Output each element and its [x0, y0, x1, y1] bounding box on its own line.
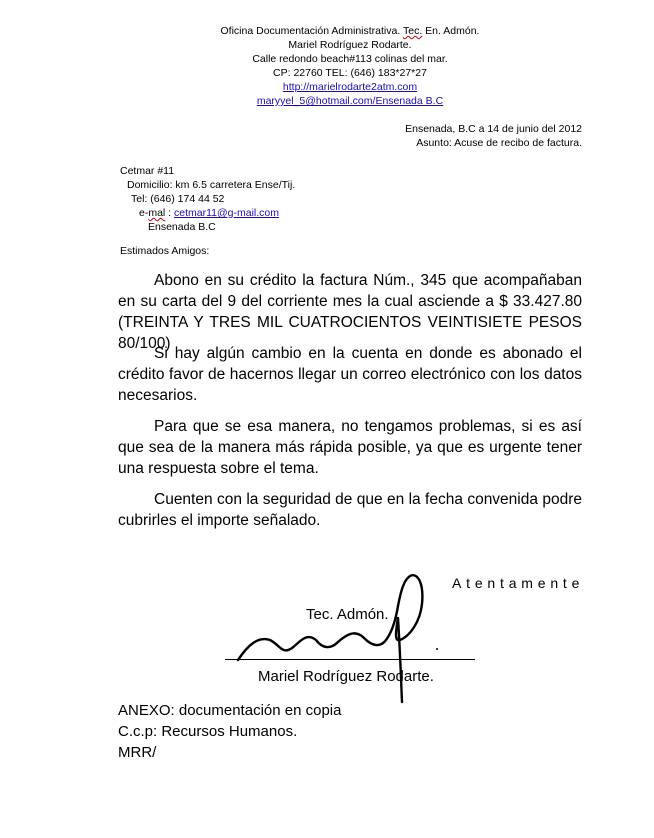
date-block — [405, 122, 582, 150]
letter-subject: Asunto: Acuse de recibo de factura. — [416, 137, 582, 149]
email-link[interactable]: maryyel_5@hotmail.com/Ensenada B.C — [256, 95, 444, 107]
recipient-email-row: e-mal : cetmar11@g-mail.com — [139, 207, 280, 219]
recipient-company: Cetmar #11 — [120, 165, 175, 177]
website-link[interactable]: http://marielrodarte2atm.com — [282, 81, 418, 93]
letterhead-name: Mariel Rodríguez Rodarte. — [288, 39, 412, 51]
body-paragraph-1: Abono en su crédito la factura Núm., 345 que acompañaban en su carta del 9 del corriente mes la cual asciende a $ 33.427.80 (TREINTA Y TRES MIL CUATROCIENTOS VEINTISIETE PESOS 80/100) — [118, 272, 582, 352]
initials-line: MRR/ — [118, 744, 157, 761]
annex-line: ANEXO: documentación en copia — [118, 702, 342, 719]
ccp-line: C.c.p: Recursos Humanos. — [118, 723, 298, 740]
recipient-block — [120, 164, 295, 234]
recipient-address: Domicilio: km 6.5 carretera Ense/Tij. — [127, 179, 296, 191]
letterhead — [150, 24, 550, 108]
letterhead-phone: CP: 22760 TEL: (646) 183*27*27 — [273, 67, 427, 79]
signer-title: Tec. Admón. — [306, 606, 389, 623]
recipient-phone: Tel: (646) 174 44 52 — [131, 193, 225, 205]
body-paragraph-4: Cuenten con la seguridad de que en la fecha convenida podre cubrirles el importe señalado. — [118, 491, 582, 529]
closing-farewell: Atentamente — [452, 575, 585, 591]
body-paragraph-3: Para que se esa manera, no tengamos problemas, si es así que sea de la manera más rápida posible, ya que es urgente tener una respuesta sobre el tema. — [118, 418, 582, 477]
footer-block — [118, 700, 341, 763]
letterhead-office: Oficina Documentación Administrativa. Tec. En. Admón. — [220, 25, 480, 37]
greeting: Estimados Amigos: — [120, 245, 210, 257]
signer-name: Mariel Rodríguez Rodarte. — [258, 668, 434, 685]
signature-line — [225, 659, 475, 660]
body-paragraph-2: Si hay algún cambio en la cuenta en donde es abonado el crédito favor de hacernos llegar un correo electrónico con los datos necesarios. — [118, 345, 582, 404]
letterhead-address: Calle redondo beach#113 colinas del mar. — [252, 53, 448, 65]
recipient-city: Ensenada B.C — [148, 221, 216, 233]
letter-date: Ensenada, B.C a 14 de junio del 2012 — [405, 123, 582, 135]
recipient-email-link[interactable]: cetmar11@g-mail.com — [174, 207, 280, 219]
